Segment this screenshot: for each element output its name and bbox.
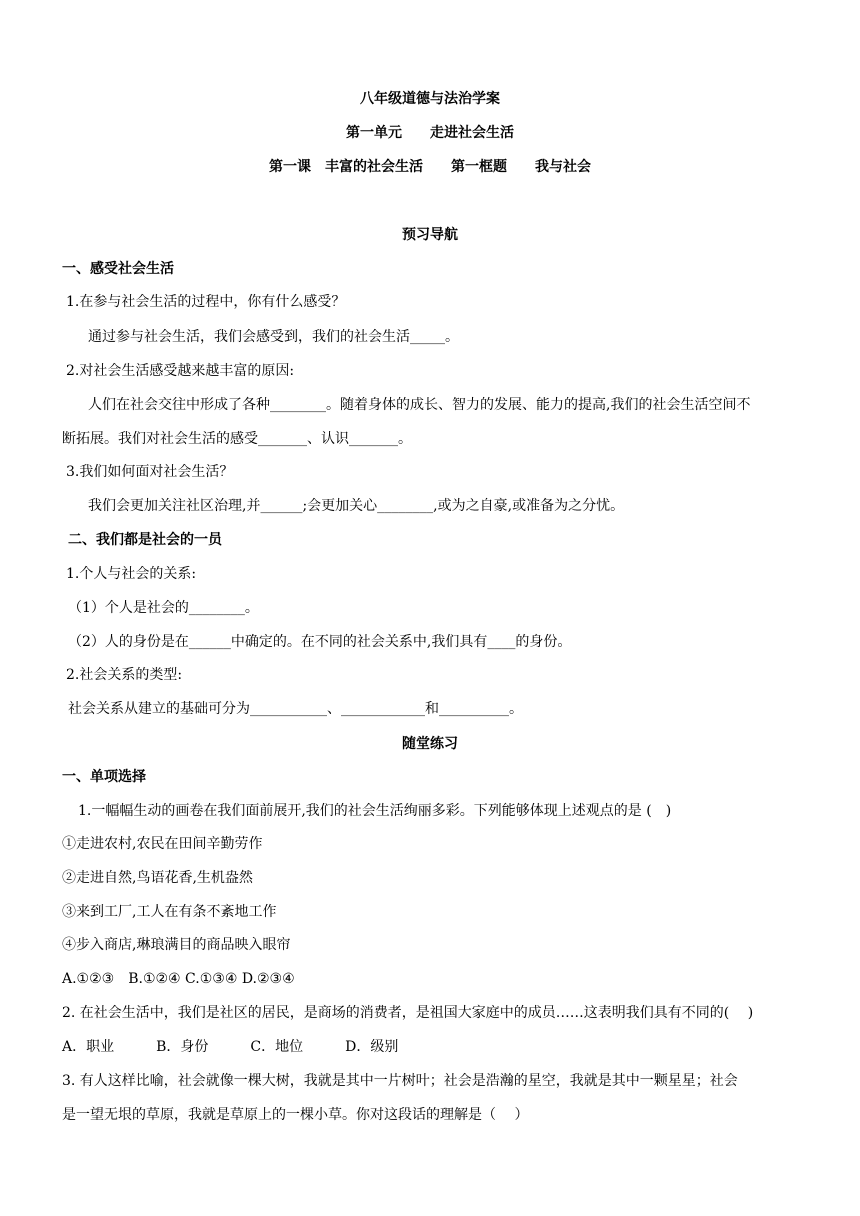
- question-text: 3.我们如何面对社会生活？: [66, 464, 234, 480]
- option-text: ③来到工厂,工人在有条不紊地工作: [62, 904, 277, 920]
- question-text: 1.一幅幅生动的画卷在我们面前展开,我们的社会生活绚丽多彩。下列能够体现上述观点的是 ( ): [78, 803, 672, 819]
- section-title: 一、单项选择: [62, 769, 146, 785]
- option-text: ①走进农村,农民在田间辛勤劳作: [62, 836, 263, 852]
- question-text: 2.对社会生活感受越来越丰富的原因:: [66, 363, 295, 379]
- answer-text: （1）个人是社会的________。: [68, 600, 259, 616]
- choices-text: A.①②③ B.①②④ C.①③④ D.②③④: [62, 971, 295, 987]
- unit-title: 第一单元 走进社会生活: [346, 125, 514, 141]
- document-title: 八年级道德与法治学案: [360, 91, 500, 107]
- preview-heading: 预习导航: [402, 227, 458, 243]
- practice-heading: 随堂练习: [402, 736, 458, 752]
- question-text: 3. 有人这样比喻，社会就像一棵大树，我就是其中一片树叶；社会是浩瀚的星空，我就是其中一颗星星；社会: [62, 1073, 738, 1089]
- answer-text: 断拓展。我们对社会生活的感受_______、认识_______。: [62, 431, 412, 447]
- answer-text: 通过参与社会生活，我们会感受到，我们的社会生活_____。: [88, 329, 459, 345]
- question-text: 是一望无垠的草原，我就是草原上的一棵小草。你对这段话的理解是（ ）: [62, 1107, 529, 1123]
- option-text: ④步入商店,琳琅满目的商品映入眼帘: [62, 937, 291, 953]
- question-text: 2. 在社会生活中，我们是社区的居民，是商场的消费者，是祖国大家庭中的成员……这表明我们具有不同的( ): [62, 1005, 754, 1021]
- section-title: 二、我们都是社会的一员: [68, 532, 222, 548]
- answer-text: 人们在社会交往中形成了各种________。随着身体的成长、智力的发展、能力的提高,我们的社会生活空间不: [88, 397, 751, 413]
- lesson-title: 第一课 丰富的社会生活 第一框题 我与社会: [269, 159, 591, 175]
- section-title: 一、感受社会生活: [62, 261, 174, 277]
- answer-text: 社会关系从建立的基础可分为___________、____________和__________。: [68, 701, 523, 717]
- answer-text: （2）人的身份是在______中确定的。在不同的社会关系中,我们具有____的身份。: [68, 634, 572, 650]
- choices-text: A．职业 B．身份 C．地位 D．级别: [62, 1039, 399, 1055]
- option-text: ②走进自然,鸟语花香,生机盎然: [62, 870, 253, 886]
- question-text: 1.个人与社会的关系:: [66, 566, 197, 582]
- question-text: 2.社会关系的类型:: [66, 667, 183, 683]
- question-text: 1.在参与社会生活的过程中，你有什么感受？: [66, 294, 346, 310]
- answer-text: 我们会更加关注社区治理,并______;会更加关心________,或为之自豪,或准备为之分忧。: [88, 498, 625, 514]
